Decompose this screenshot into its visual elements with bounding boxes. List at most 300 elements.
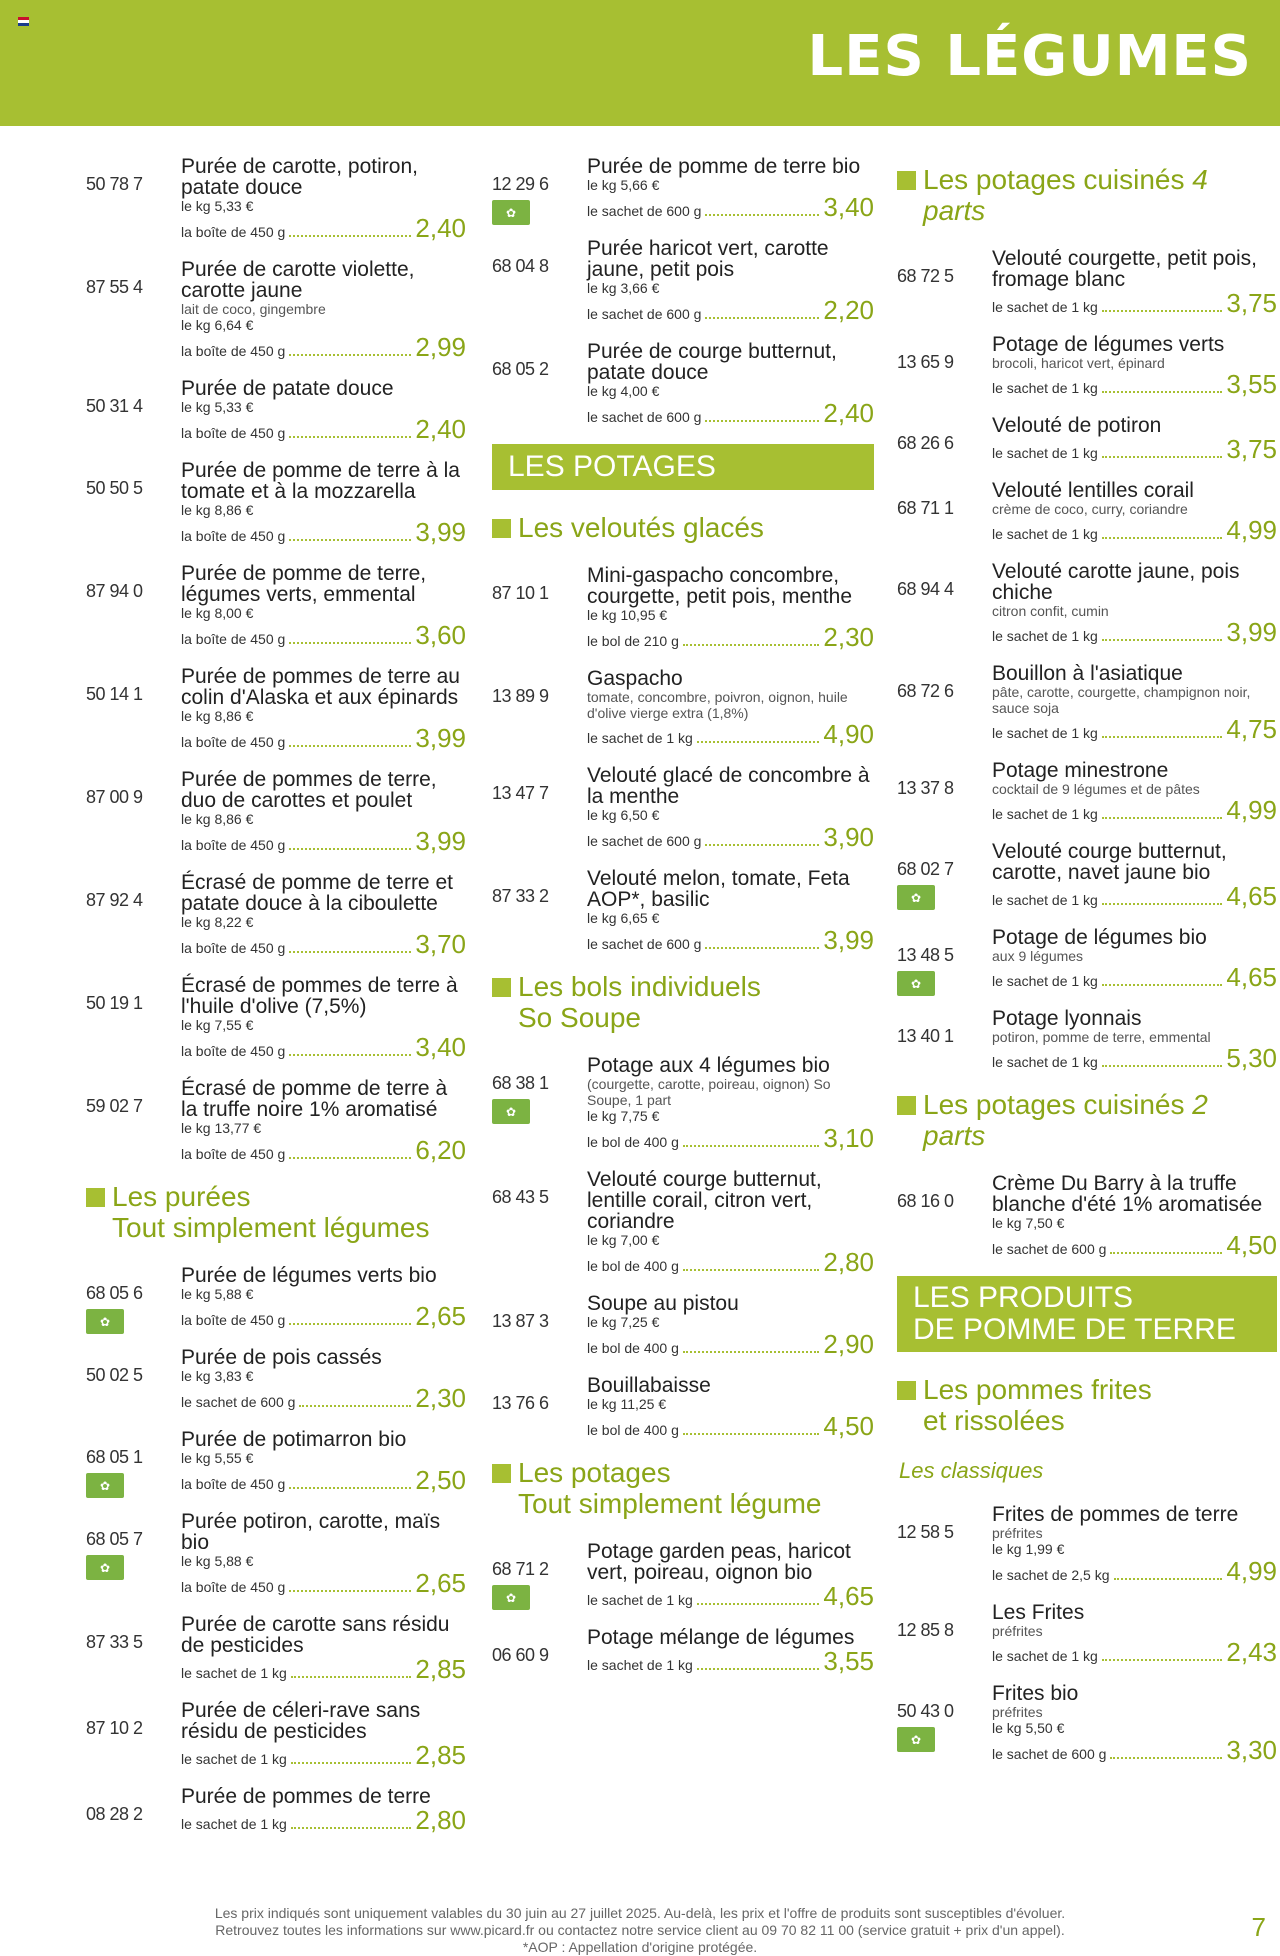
price-per-kg: le kg 5,33 € (181, 399, 254, 415)
dotted-leader (683, 1351, 820, 1353)
product-price: 3,60 (415, 620, 466, 650)
price-per-kg: le kg 8,86 € (181, 811, 254, 827)
product-description: aux 9 légumes (992, 948, 1084, 964)
dotted-leader (1102, 639, 1223, 641)
pack-size: le sachet de 1 kg (992, 892, 1098, 908)
dotted-leader (1102, 1065, 1223, 1067)
pack-size: le bol de 400 g (587, 1134, 679, 1150)
price-line (587, 927, 874, 953)
product-price: 3,90 (823, 822, 874, 852)
product-item (492, 868, 874, 953)
dotted-leader (1102, 984, 1223, 986)
category-potages-2-parts: Les potages cuisinés 2 parts (897, 1089, 1277, 1151)
column-1 (86, 140, 466, 1851)
price-per-kg: le kg 10,95 € (587, 607, 668, 623)
pack-size: la boîte de 450 g (181, 1043, 286, 1059)
product-item (86, 378, 466, 442)
dotted-leader (289, 1323, 411, 1325)
dotted-leader (1110, 1757, 1222, 1759)
product-name: Potage lyonnais (992, 1007, 1142, 1030)
dotted-leader (1102, 736, 1223, 738)
product-name: Purée de pois cassés (181, 1346, 382, 1369)
price-per-kg: le kg 5,88 € (181, 1553, 254, 1569)
flag-icon (18, 17, 29, 26)
product-code: 13 89 9 (492, 686, 549, 706)
dotted-leader (1110, 1252, 1222, 1254)
product-code: 50 50 5 (86, 478, 143, 498)
product-item (86, 1429, 466, 1493)
dotted-leader (705, 947, 819, 949)
price-per-kg: le kg 4,00 € (587, 383, 660, 399)
product-code: 87 33 2 (492, 886, 549, 906)
product-price: 2,80 (823, 1247, 874, 1277)
product-code: 68 05 7 (86, 1529, 143, 1549)
product-description: crème de coco, curry, coriandre (992, 501, 1188, 517)
product-code: 87 94 0 (86, 581, 143, 601)
dotted-leader (289, 1157, 411, 1159)
product-description: préfrites (992, 1623, 1043, 1639)
eu-organic-leaf-icon: ✿ (492, 1099, 530, 1124)
product-price: 2,40 (415, 213, 466, 243)
product-code: 13 76 6 (492, 1393, 549, 1413)
pack-size: le sachet de 1 kg (181, 1816, 287, 1832)
product-item (492, 1055, 874, 1151)
product-code: 13 40 1 (897, 1026, 954, 1046)
price-per-kg: le kg 3,83 € (181, 1368, 254, 1384)
category-square-icon (897, 171, 916, 190)
pack-size: le sachet de 1 kg (181, 1665, 287, 1681)
product-price: 3,55 (1226, 369, 1277, 399)
product-name: Les Frites (992, 1601, 1085, 1624)
price-line (181, 1742, 466, 1768)
pack-size: le sachet de 600 g (587, 203, 702, 219)
category-square-icon (492, 978, 511, 997)
product-price: 6,20 (415, 1135, 466, 1165)
price-line (992, 716, 1277, 742)
product-price: 4,65 (1226, 962, 1277, 992)
dotted-leader (1102, 310, 1223, 312)
product-item (897, 1173, 1277, 1258)
product-price: 4,99 (1226, 795, 1277, 825)
product-name: Potage aux 4 légumes bio (587, 1054, 830, 1077)
product-item (897, 334, 1277, 397)
pack-size: le sachet de 600 g (992, 1746, 1107, 1762)
product-code: 13 47 7 (492, 783, 549, 803)
product-name: Purée de patate douce (181, 377, 394, 400)
price-line (992, 883, 1277, 909)
product-price: 4,65 (1226, 881, 1277, 911)
product-item (897, 1683, 1277, 1763)
price-line (181, 1570, 466, 1596)
pack-size: le sachet de 1 kg (992, 380, 1098, 396)
product-price: 2,40 (415, 414, 466, 444)
product-price: 2,65 (415, 1301, 466, 1331)
product-price: 4,99 (1226, 1556, 1277, 1586)
footer-legal: Les prix indiqués sont uniquement valables du 30 juin au 27 juillet 2025. Au-delà, les prix et l'offre de produits sont susceptibles d'évoluer. Retrouvez toutes les informations sur www.picard.fr ou contactez notre service client au 09 70 82 11 00 (service gratuit + prix d'un appel). *AOP : Appellation d'origine protégée. (214, 1905, 1066, 1955)
price-line (181, 416, 466, 442)
price-line (587, 1583, 874, 1609)
price-per-kg: le kg 8,00 € (181, 605, 254, 621)
product-price: 4,50 (823, 1411, 874, 1441)
product-item (897, 1504, 1277, 1584)
dotted-leader (1114, 1578, 1223, 1580)
product-code: 13 65 9 (897, 352, 954, 372)
dotted-leader (289, 1487, 411, 1489)
price-line (587, 194, 874, 220)
eu-organic-leaf-icon: ✿ (897, 1727, 935, 1752)
product-item (86, 563, 466, 648)
category-square-icon (492, 519, 511, 538)
product-price: 3,75 (1226, 288, 1277, 318)
product-code: 68 05 6 (86, 1283, 143, 1303)
pack-size: le sachet de 1 kg (992, 973, 1098, 989)
product-price: 3,30 (1226, 1735, 1277, 1765)
product-description: citron confit, cumin (992, 603, 1109, 619)
product-description: pâte, carotte, courgette, champignon noir, sauce soja (992, 684, 1251, 716)
product-code: 50 14 1 (86, 684, 143, 704)
dotted-leader (291, 1827, 412, 1829)
dotted-leader (289, 745, 411, 747)
product-price: 2,43 (1226, 1637, 1277, 1667)
product-item (492, 765, 874, 850)
product-name: Frites bio (992, 1682, 1079, 1705)
dotted-leader (289, 539, 411, 541)
product-price: 3,75 (1226, 434, 1277, 464)
product-name: Purée de pommes de terre, duo de carottes et poulet (181, 768, 437, 812)
dotted-leader (299, 1405, 411, 1407)
product-price: 2,80 (415, 1805, 466, 1835)
product-item (86, 666, 466, 751)
product-item (897, 480, 1277, 543)
price-line (181, 1807, 466, 1833)
product-item (86, 1614, 466, 1682)
pack-size: le bol de 400 g (587, 1258, 679, 1274)
price-line (587, 1125, 874, 1151)
price-line (992, 1232, 1277, 1258)
product-item (897, 841, 1277, 909)
product-name: Purée de carotte sans résidu de pesticides (181, 1613, 450, 1657)
price-per-kg: le kg 7,50 € (992, 1215, 1065, 1231)
price-per-kg: le kg 7,55 € (181, 1017, 254, 1033)
pack-size: la boîte de 450 g (181, 425, 286, 441)
eu-organic-leaf-icon: ✿ (492, 200, 530, 225)
product-item (86, 769, 466, 854)
price-line (992, 797, 1277, 823)
eu-organic-leaf-icon: ✿ (897, 971, 935, 996)
product-price: 3,70 (415, 929, 466, 959)
product-code: 68 05 1 (86, 1447, 143, 1467)
product-code: 87 55 4 (86, 277, 143, 297)
product-code: 50 31 4 (86, 396, 143, 416)
product-code: 12 85 8 (897, 1620, 954, 1640)
product-price: 2,85 (415, 1654, 466, 1684)
product-item (86, 1078, 466, 1163)
price-line (992, 1045, 1277, 1071)
product-code: 12 29 6 (492, 174, 549, 194)
product-item (897, 760, 1277, 823)
price-per-kg: le kg 7,00 € (587, 1232, 660, 1248)
product-price: 5,30 (1226, 1043, 1277, 1073)
product-code: 87 10 1 (492, 583, 549, 603)
page-header (0, 0, 1280, 126)
product-name: Potage minestrone (992, 759, 1169, 782)
product-price: 2,30 (415, 1383, 466, 1413)
dotted-leader (289, 848, 411, 850)
product-code: 13 48 5 (897, 945, 954, 965)
price-per-kg: le kg 11,25 € (587, 1396, 667, 1412)
product-name: Purée de pomme de terre, légumes verts, emmental (181, 562, 427, 606)
product-name: Potage garden peas, haricot vert, poireau, oignon bio (587, 1540, 851, 1584)
product-price: 3,10 (823, 1123, 874, 1153)
product-name: Potage de légumes verts (992, 333, 1225, 356)
category-square-icon (492, 1464, 511, 1483)
product-price: 2,30 (823, 622, 874, 652)
pack-size: le sachet de 1 kg (992, 1054, 1098, 1070)
dotted-leader (289, 642, 411, 644)
product-code: 68 16 0 (897, 1191, 954, 1211)
product-code: 68 71 2 (492, 1559, 549, 1579)
price-line (181, 828, 466, 854)
product-name: Purée de céleri-rave sans résidu de pesticides (181, 1699, 421, 1743)
product-item (897, 561, 1277, 645)
product-description: préfrites (992, 1525, 1043, 1541)
product-price: 4,90 (823, 719, 874, 749)
dotted-leader (291, 1676, 412, 1678)
product-item (86, 460, 466, 545)
price-line (181, 215, 466, 241)
pack-size: la boîte de 450 g (181, 1312, 286, 1328)
category-square-icon (86, 1188, 105, 1207)
price-line (587, 824, 874, 850)
product-code: 50 43 0 (897, 1701, 954, 1721)
product-item (86, 1786, 466, 1833)
price-per-kg: le kg 13,77 € (181, 1120, 262, 1136)
price-line (587, 1249, 874, 1275)
price-line (181, 622, 466, 648)
product-item (897, 663, 1277, 742)
product-code: 87 92 4 (86, 890, 143, 910)
product-description: (courgette, carotte, poireau, oignon) So Soupe, 1 part (587, 1076, 831, 1108)
dotted-leader (291, 1762, 412, 1764)
product-name: Gaspacho (587, 667, 683, 690)
dotted-leader (1102, 391, 1223, 393)
product-name: Velouté glacé de concombre à la menthe (587, 764, 870, 808)
product-price: 3,99 (415, 826, 466, 856)
pack-size: la boîte de 450 g (181, 528, 286, 544)
product-code: 13 87 3 (492, 1311, 549, 1331)
product-item (86, 872, 466, 957)
product-price: 4,99 (1226, 515, 1277, 545)
product-name: Purée de courge butternut, patate douce (587, 340, 837, 384)
price-line (587, 400, 874, 426)
price-line (181, 725, 466, 751)
product-description: cocktail de 9 légumes et de pâtes (992, 781, 1200, 797)
price-per-kg: le kg 7,75 € (587, 1108, 660, 1124)
product-item (492, 668, 874, 747)
dotted-leader (1102, 1659, 1223, 1661)
product-name: Velouté courgette, petit pois, fromage blanc (992, 247, 1258, 291)
product-description: brocoli, haricot vert, épinard (992, 355, 1165, 371)
product-price: 2,85 (415, 1740, 466, 1770)
product-code: 68 72 6 (897, 681, 954, 701)
price-per-kg: le kg 8,86 € (181, 708, 254, 724)
price-line (181, 931, 466, 957)
price-line (181, 519, 466, 545)
product-name: Crème Du Barry à la truffe blanche d'été 1% aromatisée (992, 1172, 1263, 1216)
price-per-kg: le kg 1,99 € (992, 1541, 1065, 1557)
price-line (992, 1737, 1277, 1763)
price-line (181, 1656, 466, 1682)
price-line (992, 964, 1277, 990)
product-name: Potage mélange de légumes (587, 1626, 855, 1649)
price-line (992, 619, 1277, 645)
product-price: 3,99 (415, 517, 466, 547)
product-price: 3,40 (823, 192, 874, 222)
product-code: 68 04 8 (492, 256, 549, 276)
product-item (897, 248, 1277, 316)
product-name: Purée de pommes de terre (181, 1785, 431, 1808)
price-line (181, 1034, 466, 1060)
price-per-kg: le kg 5,88 € (181, 1286, 254, 1302)
pack-size: la boîte de 450 g (181, 343, 286, 359)
pack-size: la boîte de 450 g (181, 837, 286, 853)
dotted-leader (289, 1054, 411, 1056)
product-code: 68 26 6 (897, 433, 954, 453)
section-band-potages: LES POTAGES (492, 444, 874, 490)
product-code: 68 71 1 (897, 498, 954, 518)
price-per-kg: le kg 6,64 € (181, 317, 254, 333)
pack-size: le sachet de 1 kg (587, 1657, 693, 1673)
dotted-leader (289, 354, 411, 356)
dotted-leader (1102, 903, 1223, 905)
dotted-leader (683, 1145, 820, 1147)
pack-size: le sachet de 600 g (587, 409, 702, 425)
product-item (492, 1169, 874, 1275)
product-code: 50 78 7 (86, 174, 143, 194)
product-name: Écrasé de pommes de terre à l'huile d'olive (7,5%) (181, 974, 458, 1018)
product-name: Frites de pommes de terre (992, 1503, 1239, 1526)
dotted-leader (683, 1433, 820, 1435)
product-name: Velouté carotte jaune, pois chiche (992, 560, 1240, 604)
dotted-leader (289, 436, 411, 438)
pack-size: le sachet de 2,5 kg (992, 1567, 1110, 1583)
product-name: Purée haricot vert, carotte jaune, petit pois (587, 237, 829, 281)
product-code: 68 02 7 (897, 859, 954, 879)
dotted-leader (289, 235, 411, 237)
price-per-kg: le kg 5,66 € (587, 177, 660, 193)
product-code: 13 37 8 (897, 778, 954, 798)
product-code: 87 10 2 (86, 1718, 143, 1738)
product-item (86, 1511, 466, 1596)
price-line (992, 1639, 1277, 1665)
product-description: potiron, pomme de terre, emmental (992, 1029, 1211, 1045)
price-line (181, 1137, 466, 1163)
dotted-leader (289, 951, 411, 953)
page-number: 7 (1251, 1912, 1266, 1942)
product-item (86, 1347, 466, 1411)
price-line (992, 1558, 1277, 1584)
price-line (587, 721, 874, 747)
dotted-leader (1102, 817, 1223, 819)
product-name: Purée de pommes de terre au colin d'Alaska et aux épinards (181, 665, 460, 709)
product-name: Purée de pomme de terre à la tomate et à la mozzarella (181, 459, 460, 503)
pack-size: le sachet de 1 kg (587, 1592, 693, 1608)
subcategory-classiques: Les classiques (899, 1458, 1044, 1483)
product-name: Velouté courge butternut, lentille corail, citron vert, coriandre (587, 1168, 822, 1233)
product-item (492, 565, 874, 650)
product-price: 2,99 (415, 332, 466, 362)
category-square-icon (897, 1096, 916, 1115)
pack-size: le bol de 210 g (587, 633, 679, 649)
pack-size: le bol de 400 g (587, 1340, 679, 1356)
pack-size: la boîte de 450 g (181, 631, 286, 647)
product-item (86, 1700, 466, 1768)
section-band-pomme-de-terre: LES PRODUITS DE POMME DE TERRE (897, 1276, 1277, 1352)
pack-size: la boîte de 450 g (181, 1476, 286, 1492)
price-line (181, 334, 466, 360)
product-name: Velouté courge butternut, carotte, navet jaune bio (992, 840, 1227, 884)
product-code: 50 02 5 (86, 1365, 143, 1385)
product-item (492, 156, 874, 220)
product-item (897, 927, 1277, 990)
product-code: 68 72 5 (897, 266, 954, 286)
eu-organic-leaf-icon: ✿ (897, 885, 935, 910)
product-item (897, 1008, 1277, 1071)
pack-size: la boîte de 450 g (181, 1146, 286, 1162)
dotted-leader (705, 844, 819, 846)
product-code: 06 60 9 (492, 1645, 549, 1665)
price-line (587, 1648, 874, 1674)
product-item (492, 1627, 874, 1674)
pack-size: le sachet de 600 g (992, 1241, 1107, 1257)
product-item (492, 341, 874, 426)
column-2 (492, 140, 874, 1692)
product-code: 87 00 9 (86, 787, 143, 807)
dotted-leader (683, 1269, 820, 1271)
category-veloutes: Les veloutés glacés (492, 512, 874, 543)
product-price: 3,99 (415, 723, 466, 753)
dotted-leader (1102, 537, 1223, 539)
page-title: LES LÉGUMES (807, 24, 1252, 89)
pack-size: le sachet de 600 g (587, 936, 702, 952)
product-code: 68 94 4 (897, 579, 954, 599)
pack-size: le sachet de 1 kg (181, 1751, 287, 1767)
pack-size: le bol de 400 g (587, 1422, 679, 1438)
eu-organic-leaf-icon: ✿ (86, 1555, 124, 1580)
product-name: Soupe au pistou (587, 1292, 739, 1315)
price-line (992, 290, 1277, 316)
dotted-leader (289, 1590, 411, 1592)
product-code: 59 02 7 (86, 1096, 143, 1116)
product-code: 50 19 1 (86, 993, 143, 1013)
category-bols: Les bols individuels So Soupe (492, 971, 874, 1033)
dotted-leader (705, 420, 819, 422)
pack-size: la boîte de 450 g (181, 224, 286, 240)
price-per-kg: le kg 3,66 € (587, 280, 660, 296)
price-line (992, 517, 1277, 543)
dotted-leader (697, 1603, 820, 1605)
product-name: Potage de légumes bio (992, 926, 1207, 949)
product-price: 2,90 (823, 1329, 874, 1359)
product-price: 2,65 (415, 1568, 466, 1598)
price-line (587, 1331, 874, 1357)
product-name: Velouté melon, tomate, Feta AOP*, basilic (587, 867, 850, 911)
pack-size: la boîte de 450 g (181, 940, 286, 956)
pack-size: le sachet de 600 g (587, 306, 702, 322)
product-price: 2,50 (415, 1465, 466, 1495)
price-per-kg: le kg 8,86 € (181, 502, 254, 518)
product-code: 68 43 5 (492, 1187, 549, 1207)
